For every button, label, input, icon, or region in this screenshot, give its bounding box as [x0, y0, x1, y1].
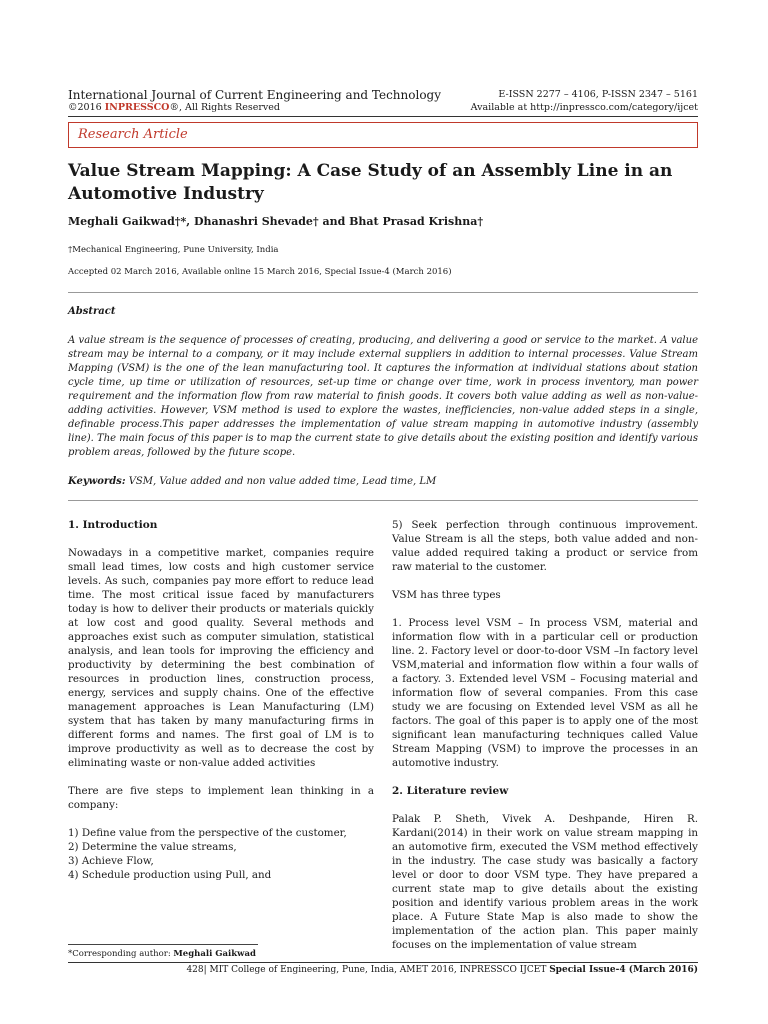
- list-item: 4) Schedule production using Pull, and: [68, 869, 272, 881]
- left-column: [68, 518, 374, 882]
- corresponding-author: [68, 949, 256, 959]
- vsm-types-paragraph: 1. Process level VSM – In process VSM, material and information flow with in a particular cell or production line. 2. Factory level or door-to-door VSM –In factory level VSM,material and information flow within a four walls of a factory. 3. Extended level VSM – Focusing material and information flow of several companies. From this case study we are focusing on Extended level VSM as all he factors. The goal of this paper is to apply one of the most significant lean manufacturing techniques called Value Stream Mapping (VSM) to improve the processes in an automotive industry.: [392, 617, 698, 769]
- header-divider: [68, 116, 698, 117]
- abstract-text: A value stream is the sequence of processes of creating, producing, and delivering a good or service to the market. A value stream may be internal to a company, or it may include external suppliers in addition to internal processes. Value Stream Mapping (VSM) is the one of the lean manufacturing tool. It captures the information at individual stations about station cycle time, up time or utilization of resources, set-up time or change over time, work in process inventory, man power requirement and the information flow from raw material to finish goods. It covers both value adding as well as non-value-adding activities. However, VSM method is used to explore the wastes, inefficiencies, non-value added steps in a single, definable process.This paper addresses the implementation of value stream mapping in automotive industry (assembly line). The main focus of this paper is to map the current state to give details about the existing position and identify various problem areas, followed by the future scope.: [68, 335, 698, 458]
- journal-header: [68, 88, 441, 114]
- intro-paragraph-2: There are five steps to implement lean thinking in a company:: [68, 785, 374, 811]
- footer-divider: [68, 962, 698, 963]
- copyright-suffix: ®, All Rights Reserved: [169, 102, 280, 113]
- keywords: [68, 476, 436, 487]
- literature-heading: 2. Literature review: [392, 785, 509, 797]
- authors: Meghali Gaikwad†*, Dhanashri Shevade† and Bhat Prasad Krishna†: [68, 215, 484, 228]
- abstract-heading: Abstract: [68, 306, 116, 317]
- footer-issue: Special Issue-4 (March 2016): [549, 965, 698, 975]
- intro-paragraph-1: Nowadays in a competitive market, companies require small lead times, low costs and high customer service levels. As such, companies pay more effort to reduce lead time. The most critical issue faced by manufacturers today is how to deliver their products or materials quickly at low cost and good quality. Several methods and approaches exist such as computer simulation, statistical analysis, and lean tools for improving the efficiency and productivity by determining the best combination of resources in production lines, construction process, energy, services and supply chains. One of the effective management approaches is Lean Manufacturing (LM) system that has taken by many manufacturing firms in different forms and names. The first goal of LM is to improve productivity as well as to decrease the cost by eliminating waste or non-value added activities: [68, 547, 374, 769]
- list-item: 2) Determine the value streams,: [68, 841, 237, 853]
- publisher-brand: INPRESSCO: [104, 102, 170, 113]
- vsm-types-line: VSM has three types: [392, 589, 501, 601]
- right-column: [392, 518, 698, 952]
- footnote-name: Meghali Gaikwad: [173, 949, 256, 959]
- affiliation: †Mechanical Engineering, Pune University, India: [68, 245, 279, 255]
- intro-heading: 1. Introduction: [68, 519, 158, 531]
- list-item: 3) Achieve Flow,: [68, 855, 154, 867]
- steps-list: [68, 826, 374, 882]
- step-5-paragraph: 5) Seek perfection through continuous improvement. Value Stream is all the steps, both value added and non-value added required taking a product or service from raw material to the customer.: [392, 519, 698, 573]
- literature-paragraph: Palak P. Sheth, Vivek A. Deshpande, Hiren R. Kardani(2014) in their work on value stream mapping in an automotive firm, executed the VSM method effectively in the industry. The case study was basically a factory level or door to door VSM type. They have prepared a current state map to give details about the existing position and identify various problem areas in the work place. A Future State Map is also made to show the implementation of the action plan. This paper mainly focuses on the implementation of value stream: [392, 813, 698, 951]
- article-type: Research Article: [78, 127, 188, 142]
- paper-title: Value Stream Mapping: A Case Study of an Assembly Line in an Automotive Industry: [68, 161, 673, 204]
- footnote-divider: [68, 944, 258, 945]
- page-footer: [186, 965, 698, 975]
- issn-header: [471, 88, 698, 114]
- body-divider: [68, 500, 698, 501]
- copyright-prefix: ©2016: [68, 102, 105, 113]
- availability-link[interactable]: Available at http://inpressco.com/category/ijcet: [470, 102, 698, 113]
- issn: E-ISSN 2277 – 4106, P-ISSN 2347 – 5161: [498, 89, 698, 100]
- abstract-divider: [68, 292, 698, 293]
- keywords-label: Keywords:: [68, 476, 126, 487]
- copyright-line: [68, 102, 441, 114]
- journal-name: International Journal of Current Engineering and Technology: [68, 88, 442, 102]
- keywords-text: VSM, Value added and non value added time, Lead time, LM: [125, 476, 437, 487]
- footer-text: 428| MIT College of Engineering, Pune, India, AMET 2016, INPRESSCO IJCET: [186, 965, 550, 975]
- footnote-label: *Corresponding author:: [68, 949, 174, 959]
- list-item: 1) Define value from the perspective of the customer,: [68, 827, 347, 839]
- accepted-dates: Accepted 02 March 2016, Available online 15 March 2016, Special Issue-4 (March 2016): [68, 267, 452, 277]
